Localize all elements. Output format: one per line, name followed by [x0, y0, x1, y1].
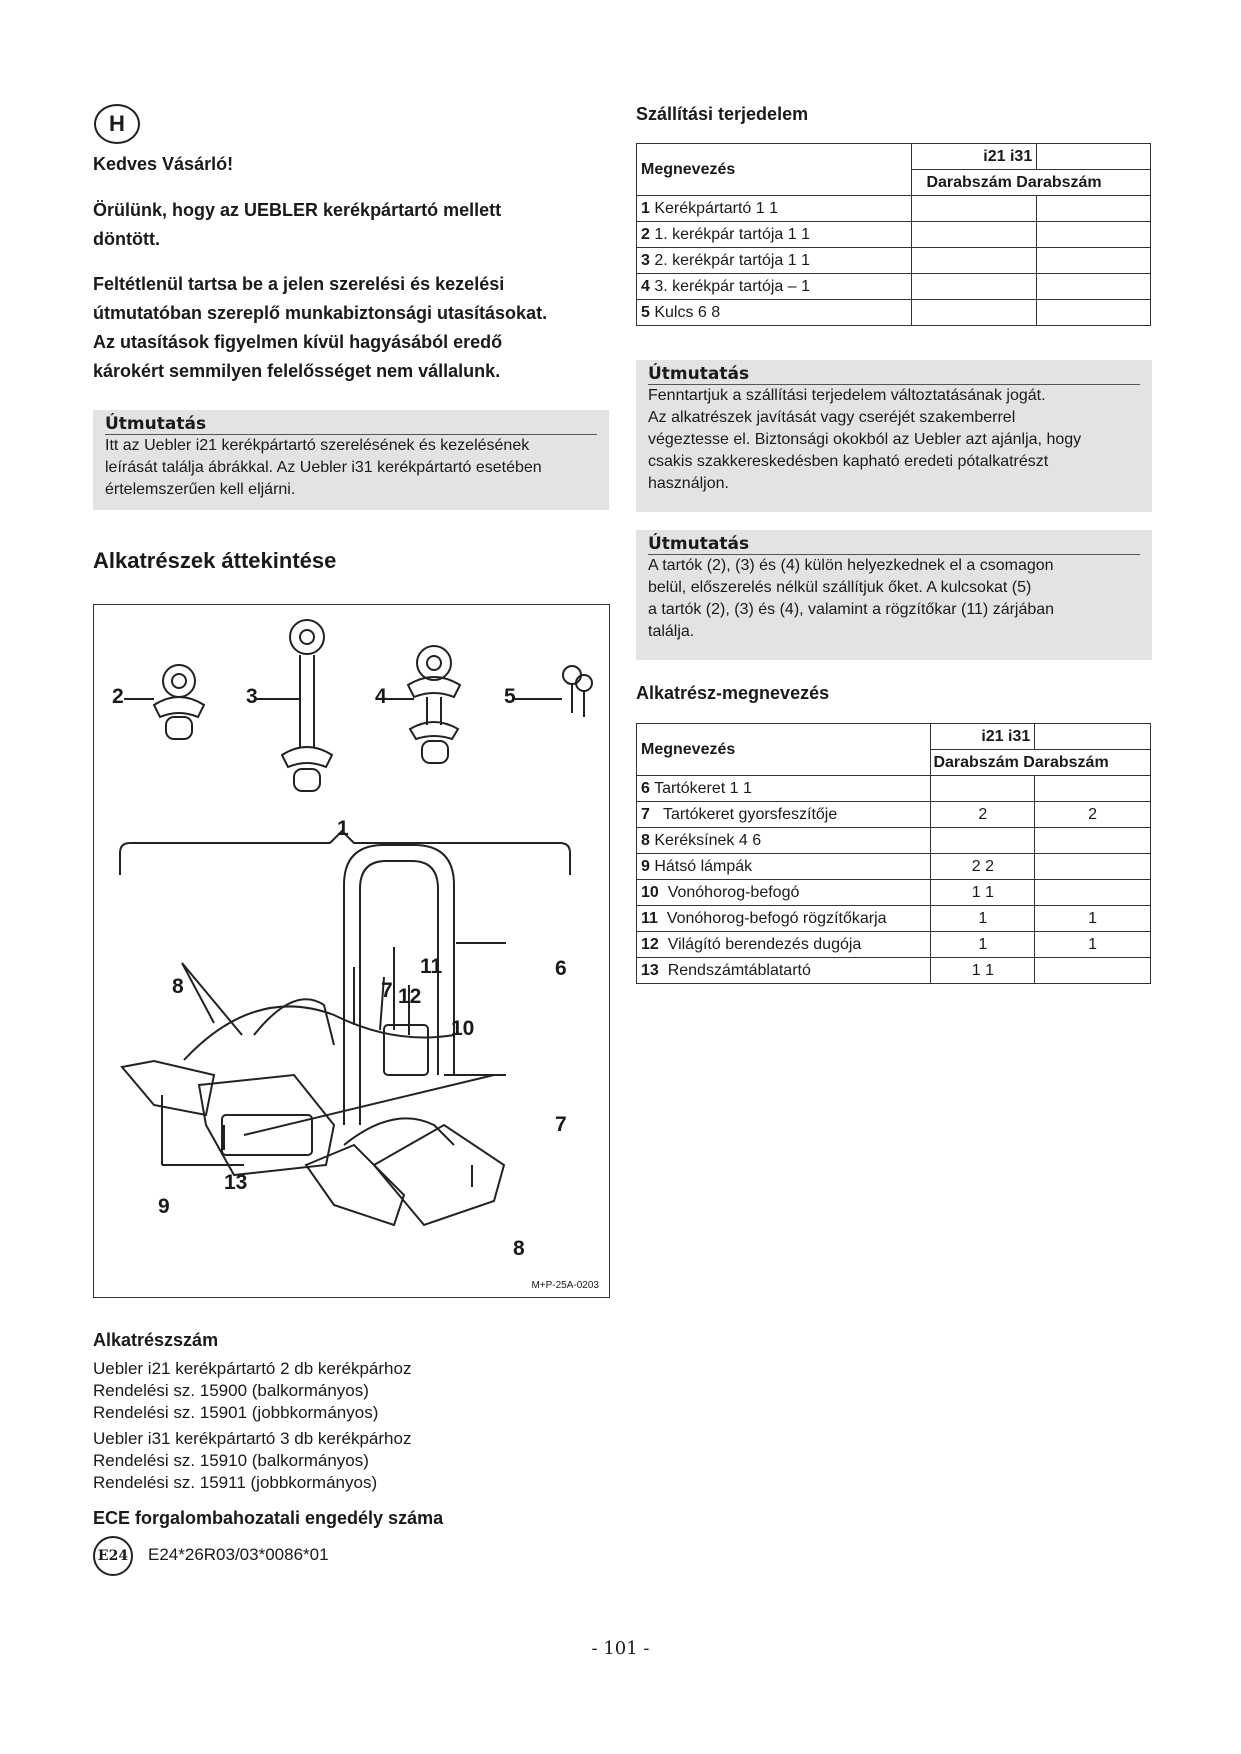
figure-label-6: 6	[555, 957, 567, 980]
note-body: A tartók (2), (3) és (4) külön helyezkednek el a csomagon belül, előszerelés nélkül szállítjuk őket. A kulcsokat (5) a tartók (2), (3) és (4), valamint a rögzítőkar (11) zárjában találja.	[648, 554, 1140, 643]
note-box-delivery	[636, 360, 1152, 512]
table-row: 6 Tartókeret 1 1	[637, 776, 1151, 802]
safety-paragraph: Feltétlenül tartsa be a jelen szerelési és kezelési útmutatóban szereplő munkabiztonsági utasításokat. Az utasítások figyelmen kívül hagyásából eredő károkért semmilyen felelősséget nem vállalunk.	[93, 274, 548, 381]
figure-label-10: 10	[451, 1017, 475, 1040]
part-number-group-i21: Uebler i21 kerékpártartó 2 db kerékpárhoz Rendelési sz. 15900 (balkormányos) Rendelési sz. 15901 (jobbkormányos)	[93, 1359, 412, 1422]
table-row: 12 Világító berendezés dugója 1 1	[637, 932, 1151, 958]
greeting: Kedves Vásárló!	[93, 154, 234, 174]
note-title: Útmutatás	[105, 414, 207, 434]
figure-label-2: 2	[112, 685, 124, 708]
note-body: Itt az Uebler i21 kerékpártartó szerelésének és kezelésének leírását találja ábrákkal. Az Uebler i31 kerékpártartó esetében értelemszerűen kell eljárni.	[105, 434, 597, 501]
table-row: 5 Kulcs 6 8	[637, 300, 1151, 326]
table-header-row	[637, 724, 1151, 750]
note-box-left	[93, 410, 609, 510]
parts-figure	[93, 604, 610, 1298]
holder-3-drawing	[282, 620, 332, 791]
figure-label-9: 9	[158, 1195, 170, 1218]
figure-code: M+P-25A-0203	[531, 1280, 599, 1291]
figure-label-12: 12	[398, 985, 422, 1008]
delivery-table	[636, 143, 1151, 326]
col-header-qty: Darabszám Darabszám	[931, 750, 1151, 776]
figure-label-3: 3	[246, 685, 258, 708]
col-header-qty: Darabszám Darabszám	[912, 170, 1151, 196]
note-body: Fenntartjuk a szállítási terjedelem változtatásának jogát. Az alkatrészek javítását vagy cseréjét szakemberrel végeztesse el. Biztonsági okokból az Uebler azt ajánlja, hogy csakis szakkereskedésben kapható eredeti pótalkatrészt használjon.	[648, 384, 1140, 495]
table-row: 4 3. kerékpár tartója – 1	[637, 274, 1151, 300]
note-box-holders	[636, 530, 1152, 660]
table-header-row	[637, 144, 1151, 170]
ece-heading: ECE forgalombahozatali engedély száma	[93, 1508, 444, 1528]
figure-label-5: 5	[504, 685, 516, 708]
figure-label-1: 1	[337, 817, 349, 840]
table-row: 8 Keréksínek 4 6	[637, 828, 1151, 854]
page-number: - 101 -	[591, 1638, 650, 1659]
keys-drawing	[563, 666, 592, 717]
part-number-group-i31: Uebler i31 kerékpártartó 3 db kerékpárhoz Rendelési sz. 15910 (balkormányos) Rendelési sz. 15911 (jobbkormányos)	[93, 1429, 412, 1492]
table-row: 9 Hátsó lámpák 2 2	[637, 854, 1151, 880]
note-title: Útmutatás	[648, 364, 750, 384]
carrier-drawing	[122, 845, 504, 1225]
table-row: 1 Kerékpártartó 1 1	[637, 196, 1151, 222]
table-row: 3 2. kerékpár tartója 1 1	[637, 248, 1151, 274]
figure-label-4: 4	[375, 685, 387, 708]
col-header-models: i21 i31	[931, 724, 1035, 750]
part-number-heading: Alkatrészszám	[93, 1330, 219, 1350]
col-header-models: i21 i31	[912, 144, 1037, 170]
figure-label-7-top: 7	[381, 979, 393, 1002]
bike-carrier-illustration	[94, 605, 609, 1297]
figure-label-13: 13	[224, 1171, 248, 1194]
ece-number: E24*26R03/03*0086*01	[148, 1545, 329, 1564]
e24-mark-icon: E24	[93, 1536, 133, 1576]
col-header-name: Megnevezés	[637, 724, 931, 776]
table-row: 13 Rendszámtáblatartó 1 1	[637, 958, 1151, 984]
parts-table	[636, 723, 1151, 984]
parts-overview-heading: Alkatrészek áttekintése	[93, 548, 337, 573]
table-row: 11 Vonóhorog-befogó rögzítőkarja 1 1	[637, 906, 1151, 932]
figure-label-7-bottom: 7	[555, 1113, 567, 1136]
table-row: 2 1. kerékpár tartója 1 1	[637, 222, 1151, 248]
delivery-heading: Szállítási terjedelem	[636, 104, 809, 124]
language-badge: H	[94, 104, 140, 144]
figure-label-11: 11	[420, 955, 443, 978]
col-header-name: Megnevezés	[637, 144, 912, 196]
table-row: 10 Vonóhorog-befogó 1 1	[637, 880, 1151, 906]
parts-naming-heading: Alkatrész-megnevezés	[636, 683, 830, 703]
table-row: 7 Tartókeret gyorsfeszítője 2 2	[637, 802, 1151, 828]
figure-label-8-top: 8	[172, 975, 184, 998]
figure-label-8-bottom: 8	[513, 1237, 525, 1260]
holder-4-drawing	[408, 646, 460, 763]
note-title: Útmutatás	[648, 534, 750, 554]
holder-2-drawing	[154, 665, 204, 739]
intro-paragraph: Örülünk, hogy az UEBLER kerékpártartó mellett döntött.	[93, 200, 502, 249]
